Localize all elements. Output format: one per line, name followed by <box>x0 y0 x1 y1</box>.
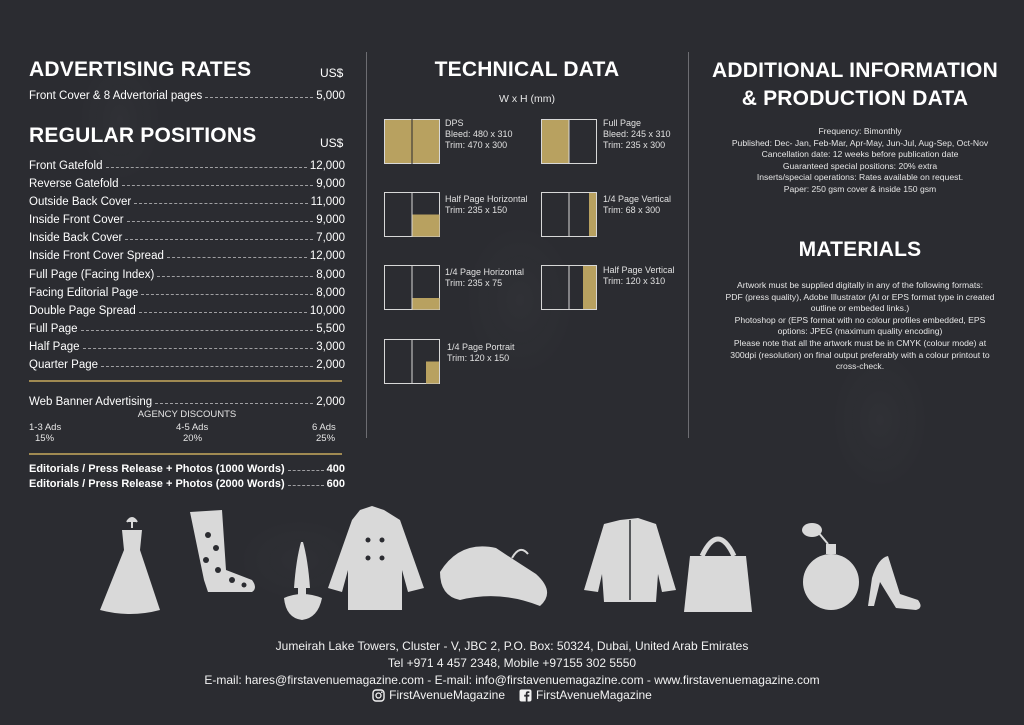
half-page-horizontal-label <box>445 194 528 216</box>
rate-label: Inside Front Cover <box>29 214 124 226</box>
rate-label: Double Page Spread <box>29 305 136 317</box>
column-divider <box>688 52 689 438</box>
brush-icon <box>284 542 322 620</box>
leader-dots <box>139 312 307 313</box>
materials-text <box>697 280 1023 373</box>
rate-row <box>29 190 345 208</box>
materials-line: Please note that all the artwork must be in CMYK (colour mode) at <box>733 337 987 348</box>
rate-row <box>29 353 345 371</box>
rate-row <box>29 244 345 262</box>
tech-line: Bleed: 245 x 310 <box>603 129 671 139</box>
column-divider <box>366 52 367 438</box>
rate-value: 3,000 <box>316 341 345 353</box>
rate-value: 5,500 <box>316 323 345 335</box>
agency-tier-ads: 4-5 Ads <box>176 422 209 433</box>
leader-dots <box>122 185 314 186</box>
leader-dots <box>106 167 307 168</box>
rate-label: Web Banner Advertising <box>29 396 153 408</box>
footer-emails: E-mail: hares@firstavenuemagazine.com - E-mail: info@firstavenuemagazine.com - www.firstavenuemagazine.com <box>204 673 820 687</box>
leader-dots <box>83 348 314 349</box>
leader-dots <box>127 221 314 222</box>
info-line: Cancellation date: 12 weeks before publication date <box>761 149 959 160</box>
rate-row <box>29 299 345 317</box>
tech-line: Trim: 120 x 310 <box>603 276 666 286</box>
regular-positions-title: REGULAR POSITIONS <box>29 124 257 147</box>
rate-label: Editorials / Press Release + Photos (2000 Words) <box>29 478 285 490</box>
materials-line: Photoshop or (EPS format with no colour profiles embedded, EPS <box>734 314 986 325</box>
materials-line: 300dpi (resolution) on final output preferably with a colour printout to <box>730 349 990 360</box>
materials-line: PDF (press quality), Adobe Illustrator (AI or EPS format type in created <box>725 291 995 302</box>
web-banner-row <box>29 390 345 408</box>
agency-tier-pct: 25% <box>316 433 336 444</box>
rate-value: 11,000 <box>310 196 345 208</box>
agency-tier-pct: 20% <box>183 433 203 444</box>
tech-name: 1/4 Page Vertical <box>603 194 672 204</box>
rate-row <box>29 172 345 190</box>
leader-dots <box>101 366 313 367</box>
full-page-diagram <box>541 119 597 164</box>
additional-info-text <box>695 126 1024 196</box>
perfume-icon <box>802 523 859 610</box>
facebook-handle: FirstAvenueMagazine <box>536 688 652 702</box>
rate-row <box>29 335 345 353</box>
leader-dots <box>167 257 307 258</box>
agency-discounts-title: AGENCY DISCOUNTS <box>137 409 237 420</box>
agency-tier-pct: 15% <box>35 433 55 444</box>
materials-line: options: JPEG (maximum quality encoding) <box>777 326 943 337</box>
tech-name: Half Page Vertical <box>603 265 675 275</box>
rate-row <box>29 226 345 244</box>
tech-name: 1/4 Page Horizontal <box>445 267 525 277</box>
leader-dots <box>288 470 324 471</box>
rate-label: Reverse Gatefold <box>29 178 119 190</box>
tech-line: Trim: 235 x 150 <box>445 205 508 215</box>
rate-value: 2,000 <box>316 396 345 408</box>
rate-label: Quarter Page <box>29 359 99 371</box>
quarter-page-horizontal-diagram <box>384 265 440 310</box>
leader-dots <box>288 485 324 486</box>
tech-name: Half Page Horizontal <box>445 194 528 204</box>
tech-line: Trim: 120 x 150 <box>447 353 510 363</box>
leader-dots <box>157 276 313 277</box>
materials-title: MATERIALS <box>798 238 922 261</box>
rate-label: Front Cover & 8 Advertorial pages <box>29 90 203 102</box>
rate-value: 400 <box>326 463 345 475</box>
leader-dots <box>155 403 313 404</box>
instagram-handle: FirstAvenueMagazine <box>389 688 505 702</box>
info-line: Guaranteed special positions: 20% extra <box>782 160 938 171</box>
materials-line: cross-check. <box>835 361 885 372</box>
rate-value: 8,000 <box>316 287 345 299</box>
regular-currency: US$ <box>320 136 344 150</box>
rate-value: 9,000 <box>316 178 345 190</box>
tech-line: Trim: 470 x 300 <box>445 140 508 150</box>
rate-row <box>29 281 345 299</box>
title-line: & PRODUCTION DATA <box>741 87 969 110</box>
instagram-link[interactable] <box>372 688 505 702</box>
additional-info-title <box>695 57 1015 113</box>
tech-name: DPS <box>445 118 464 128</box>
rate-value: 8,000 <box>316 269 345 281</box>
footer-phone: Tel +971 4 457 2348, Mobile +97155 302 5550 <box>387 656 637 670</box>
instagram-icon <box>372 689 385 702</box>
half-page-vertical-diagram <box>541 265 597 310</box>
high-heel-icon <box>868 556 921 610</box>
half-page-horizontal-diagram <box>384 192 440 237</box>
materials-line: Artwork must be supplied digitally in any of the following formats: <box>737 280 983 290</box>
leader-dots <box>205 97 313 98</box>
rate-label: Full Page <box>29 323 78 335</box>
dps-diagram <box>384 119 440 164</box>
quarter-page-portrait-diagram <box>384 339 440 384</box>
tech-line: Trim: 235 x 300 <box>603 140 666 150</box>
rate-label: Full Page (Facing Index) <box>29 269 155 281</box>
coat-icon <box>328 506 424 610</box>
fashion-icons-row <box>0 500 1024 625</box>
technical-data-title: TECHNICAL DATA <box>434 58 620 81</box>
hat-icon <box>440 546 547 606</box>
rate-value: 9,000 <box>316 214 345 226</box>
advertising-currency: US$ <box>320 66 344 80</box>
footer-address: Jumeirah Lake Towers, Cluster - V, JBC 2, P.O. Box: 50324, Dubai, United Arab Emirates <box>275 639 749 653</box>
dps-label <box>445 118 513 151</box>
rate-row <box>29 317 345 335</box>
gold-divider <box>29 380 342 382</box>
jacket-icon <box>584 518 676 602</box>
leader-dots <box>141 294 313 295</box>
rate-row <box>29 263 345 281</box>
rate-value: 5,000 <box>316 90 345 102</box>
rate-value: 12,000 <box>309 250 345 262</box>
info-line: Inserts/special operations: Rates available on request. <box>756 172 964 183</box>
handbag-icon <box>684 539 752 612</box>
agency-tier-ads: 1-3 Ads <box>29 422 62 433</box>
rate-label: Front Gatefold <box>29 160 103 172</box>
technical-subtitle: W x H (mm) <box>499 93 555 105</box>
agency-tier-ads: 6 Ads <box>312 422 336 433</box>
rate-value: 600 <box>326 478 345 490</box>
front-cover-row <box>29 84 345 102</box>
rate-label: Inside Back Cover <box>29 232 123 244</box>
info-line: Frequency: Bimonthly <box>818 126 902 136</box>
quarter-page-vertical-label <box>603 194 671 216</box>
leader-dots <box>81 330 314 331</box>
tech-line: Trim: 235 x 75 <box>445 278 503 288</box>
facebook-link[interactable] <box>519 688 652 702</box>
footer-social <box>0 688 1024 702</box>
rate-row <box>29 154 345 172</box>
rate-row <box>29 208 345 226</box>
materials-line: outline or embeded links.) <box>810 303 910 314</box>
gold-divider <box>29 453 342 455</box>
rate-label: Inside Front Cover Spread <box>29 250 164 262</box>
leader-dots <box>125 239 313 240</box>
title-line: ADDITIONAL INFORMATION <box>712 59 998 82</box>
editorial-row <box>29 472 345 490</box>
rate-value: 12,000 <box>309 160 345 172</box>
tech-name: 1/4 Page Portrait <box>447 342 515 352</box>
rate-value: 10,000 <box>309 305 345 317</box>
tech-line: Bleed: 480 x 310 <box>445 129 513 139</box>
boot-icon <box>190 510 255 592</box>
tech-line: Trim: 68 x 300 <box>603 205 661 215</box>
dress-icon <box>100 518 160 614</box>
advertising-rates-title: ADVERTISING RATES <box>29 58 252 81</box>
info-line: Paper: 250 gsm cover & inside 150 gsm <box>783 183 937 194</box>
rate-label: Facing Editorial Page <box>29 287 139 299</box>
rate-label: Outside Back Cover <box>29 196 132 208</box>
rate-value: 2,000 <box>316 359 345 371</box>
info-line: Published: Dec- Jan, Feb-Mar, Apr-May, Jun-Jul, Aug-Sep, Oct-Nov <box>731 137 989 148</box>
quarter-page-portrait-label <box>447 342 515 364</box>
half-page-vertical-label <box>603 265 675 287</box>
tech-name: Full Page <box>603 118 642 128</box>
facebook-icon <box>519 689 532 702</box>
quarter-page-vertical-diagram <box>541 192 597 237</box>
full-page-label <box>603 118 671 151</box>
rate-label: Editorials / Press Release + Photos (1000 Words) <box>29 463 285 475</box>
leader-dots <box>134 203 307 204</box>
rate-value: 7,000 <box>316 232 345 244</box>
quarter-page-horizontal-label <box>445 267 524 289</box>
rate-label: Half Page <box>29 341 80 353</box>
